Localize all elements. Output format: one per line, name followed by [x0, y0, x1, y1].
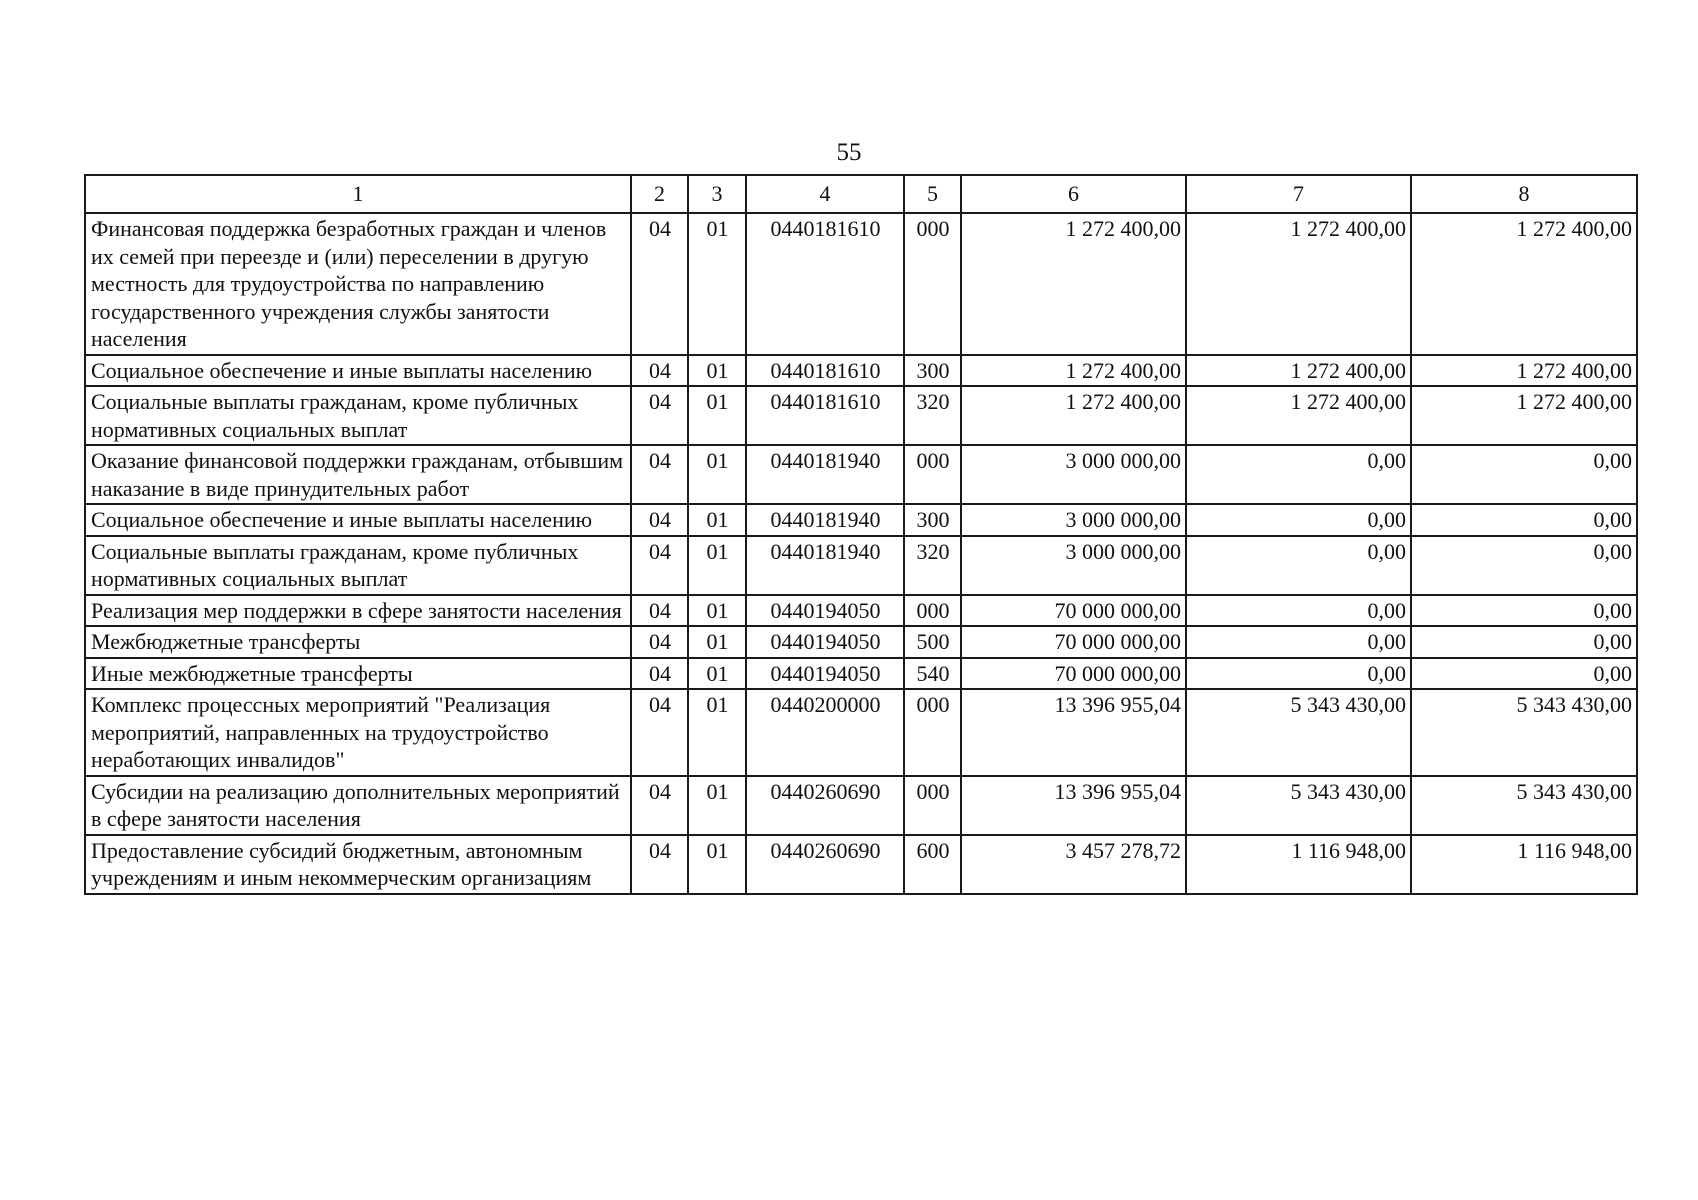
row-expense-type: 600: [904, 835, 961, 894]
row-amount-col-6: 3 000 000,00: [961, 536, 1186, 595]
table-row: [85, 536, 1637, 595]
row-amount-col-6: 13 396 955,04: [961, 776, 1186, 835]
row-section: 04: [631, 658, 688, 690]
header-col-8: 8: [1411, 175, 1637, 213]
row-amount-col-6: 70 000 000,00: [961, 626, 1186, 658]
row-subsection: 01: [688, 658, 746, 690]
row-name: Иные межбюджетные трансферты: [85, 658, 631, 690]
row-amount-col-7: 5 343 430,00: [1186, 776, 1411, 835]
table-row: [85, 595, 1637, 627]
row-target-article: 0440181940: [746, 445, 904, 504]
row-section: 04: [631, 355, 688, 387]
row-amount-col-7: 1 116 948,00: [1186, 835, 1411, 894]
row-target-article: 0440181940: [746, 504, 904, 536]
header-col-2: 2: [631, 175, 688, 213]
row-amount-col-7: 1 272 400,00: [1186, 213, 1411, 355]
row-subsection: 01: [688, 835, 746, 894]
row-amount-col-8: 1 116 948,00: [1411, 835, 1637, 894]
row-amount-col-8: 0,00: [1411, 626, 1637, 658]
row-subsection: 01: [688, 445, 746, 504]
row-subsection: 01: [688, 504, 746, 536]
row-amount-col-7: 0,00: [1186, 658, 1411, 690]
table-row: [85, 445, 1637, 504]
row-section: 04: [631, 595, 688, 627]
row-name: Предоставление субсидий бюджетным, автономным учреждениям и иным некоммерческим организациям: [85, 835, 631, 894]
row-subsection: 01: [688, 595, 746, 627]
row-name: Субсидии на реализацию дополнительных мероприятий в сфере занятости населения: [85, 776, 631, 835]
row-expense-type: 320: [904, 386, 961, 445]
row-expense-type: 540: [904, 658, 961, 690]
row-amount-col-7: 0,00: [1186, 445, 1411, 504]
header-row: [85, 175, 1637, 213]
row-amount-col-6: 70 000 000,00: [961, 595, 1186, 627]
row-expense-type: 300: [904, 355, 961, 387]
row-expense-type: 000: [904, 445, 961, 504]
row-target-article: 0440181940: [746, 536, 904, 595]
header-col-3: 3: [688, 175, 746, 213]
row-target-article: 0440260690: [746, 835, 904, 894]
row-target-article: 0440260690: [746, 776, 904, 835]
row-amount-col-8: 0,00: [1411, 445, 1637, 504]
row-subsection: 01: [688, 626, 746, 658]
row-target-article: 0440194050: [746, 595, 904, 627]
row-expense-type: 000: [904, 213, 961, 355]
table-row: [85, 386, 1637, 445]
row-section: 04: [631, 626, 688, 658]
row-section: 04: [631, 536, 688, 595]
table-row: [85, 835, 1637, 894]
header-col-7: 7: [1186, 175, 1411, 213]
row-name: Межбюджетные трансферты: [85, 626, 631, 658]
row-amount-col-8: 1 272 400,00: [1411, 355, 1637, 387]
row-amount-col-6: 13 396 955,04: [961, 689, 1186, 776]
row-section: 04: [631, 689, 688, 776]
header-col-6: 6: [961, 175, 1186, 213]
row-section: 04: [631, 776, 688, 835]
row-amount-col-6: 70 000 000,00: [961, 658, 1186, 690]
row-expense-type: 000: [904, 595, 961, 627]
row-target-article: 0440200000: [746, 689, 904, 776]
row-subsection: 01: [688, 776, 746, 835]
table-header: [85, 175, 1637, 213]
row-expense-type: 000: [904, 689, 961, 776]
header-col-1: 1: [85, 175, 631, 213]
row-amount-col-7: 0,00: [1186, 504, 1411, 536]
row-expense-type: 000: [904, 776, 961, 835]
row-expense-type: 320: [904, 536, 961, 595]
table-body: [85, 213, 1637, 894]
row-amount-col-8: 1 272 400,00: [1411, 213, 1637, 355]
row-amount-col-8: 0,00: [1411, 536, 1637, 595]
header-col-4: 4: [746, 175, 904, 213]
table-row: [85, 213, 1637, 355]
row-amount-col-7: 0,00: [1186, 626, 1411, 658]
row-subsection: 01: [688, 213, 746, 355]
row-amount-col-7: 0,00: [1186, 595, 1411, 627]
row-amount-col-6: 1 272 400,00: [961, 213, 1186, 355]
row-amount-col-8: 0,00: [1411, 504, 1637, 536]
row-amount-col-7: 0,00: [1186, 536, 1411, 595]
row-section: 04: [631, 213, 688, 355]
row-target-article: 0440194050: [746, 658, 904, 690]
row-amount-col-8: 0,00: [1411, 658, 1637, 690]
row-amount-col-8: 1 272 400,00: [1411, 386, 1637, 445]
row-amount-col-6: 3 457 278,72: [961, 835, 1186, 894]
row-subsection: 01: [688, 536, 746, 595]
header-col-5: 5: [904, 175, 961, 213]
row-target-article: 0440194050: [746, 626, 904, 658]
row-section: 04: [631, 504, 688, 536]
table-row: [85, 355, 1637, 387]
row-name: Финансовая поддержка безработных граждан и членов их семей при переезде и (или) переселении в другую местность для трудоустройства по направлению государственного учреждения службы занятости населения: [85, 213, 631, 355]
row-subsection: 01: [688, 355, 746, 387]
row-expense-type: 500: [904, 626, 961, 658]
page-number: 55: [836, 139, 862, 166]
row-name: Реализация мер поддержки в сфере занятости населения: [85, 595, 631, 627]
table-row: [85, 504, 1637, 536]
row-amount-col-6: 3 000 000,00: [961, 445, 1186, 504]
row-amount-col-7: 5 343 430,00: [1186, 689, 1411, 776]
row-amount-col-7: 1 272 400,00: [1186, 355, 1411, 387]
row-expense-type: 300: [904, 504, 961, 536]
row-amount-col-6: 3 000 000,00: [961, 504, 1186, 536]
row-amount-col-8: 5 343 430,00: [1411, 776, 1637, 835]
row-name: Социальные выплаты гражданам, кроме публичных нормативных социальных выплат: [85, 386, 631, 445]
row-name: Социальные выплаты гражданам, кроме публичных нормативных социальных выплат: [85, 536, 631, 595]
table-row: [85, 658, 1637, 690]
row-amount-col-6: 1 272 400,00: [961, 386, 1186, 445]
row-target-article: 0440181610: [746, 386, 904, 445]
row-amount-col-6: 1 272 400,00: [961, 355, 1186, 387]
row-name: Социальное обеспечение и иные выплаты населению: [85, 504, 631, 536]
row-section: 04: [631, 445, 688, 504]
row-amount-col-8: 0,00: [1411, 595, 1637, 627]
row-name: Комплекс процессных мероприятий "Реализация мероприятий, направленных на трудоустройство неработающих инвалидов": [85, 689, 631, 776]
row-section: 04: [631, 386, 688, 445]
row-name: Социальное обеспечение и иные выплаты населению: [85, 355, 631, 387]
row-amount-col-7: 1 272 400,00: [1186, 386, 1411, 445]
table-row: [85, 626, 1637, 658]
row-subsection: 01: [688, 386, 746, 445]
table-row: [85, 689, 1637, 776]
row-section: 04: [631, 835, 688, 894]
row-name: Оказание финансовой поддержки гражданам, отбывшим наказание в виде принудительных работ: [85, 445, 631, 504]
row-target-article: 0440181610: [746, 213, 904, 355]
row-target-article: 0440181610: [746, 355, 904, 387]
row-amount-col-8: 5 343 430,00: [1411, 689, 1637, 776]
budget-table: [84, 174, 1638, 895]
table-row: [85, 776, 1637, 835]
row-subsection: 01: [688, 689, 746, 776]
